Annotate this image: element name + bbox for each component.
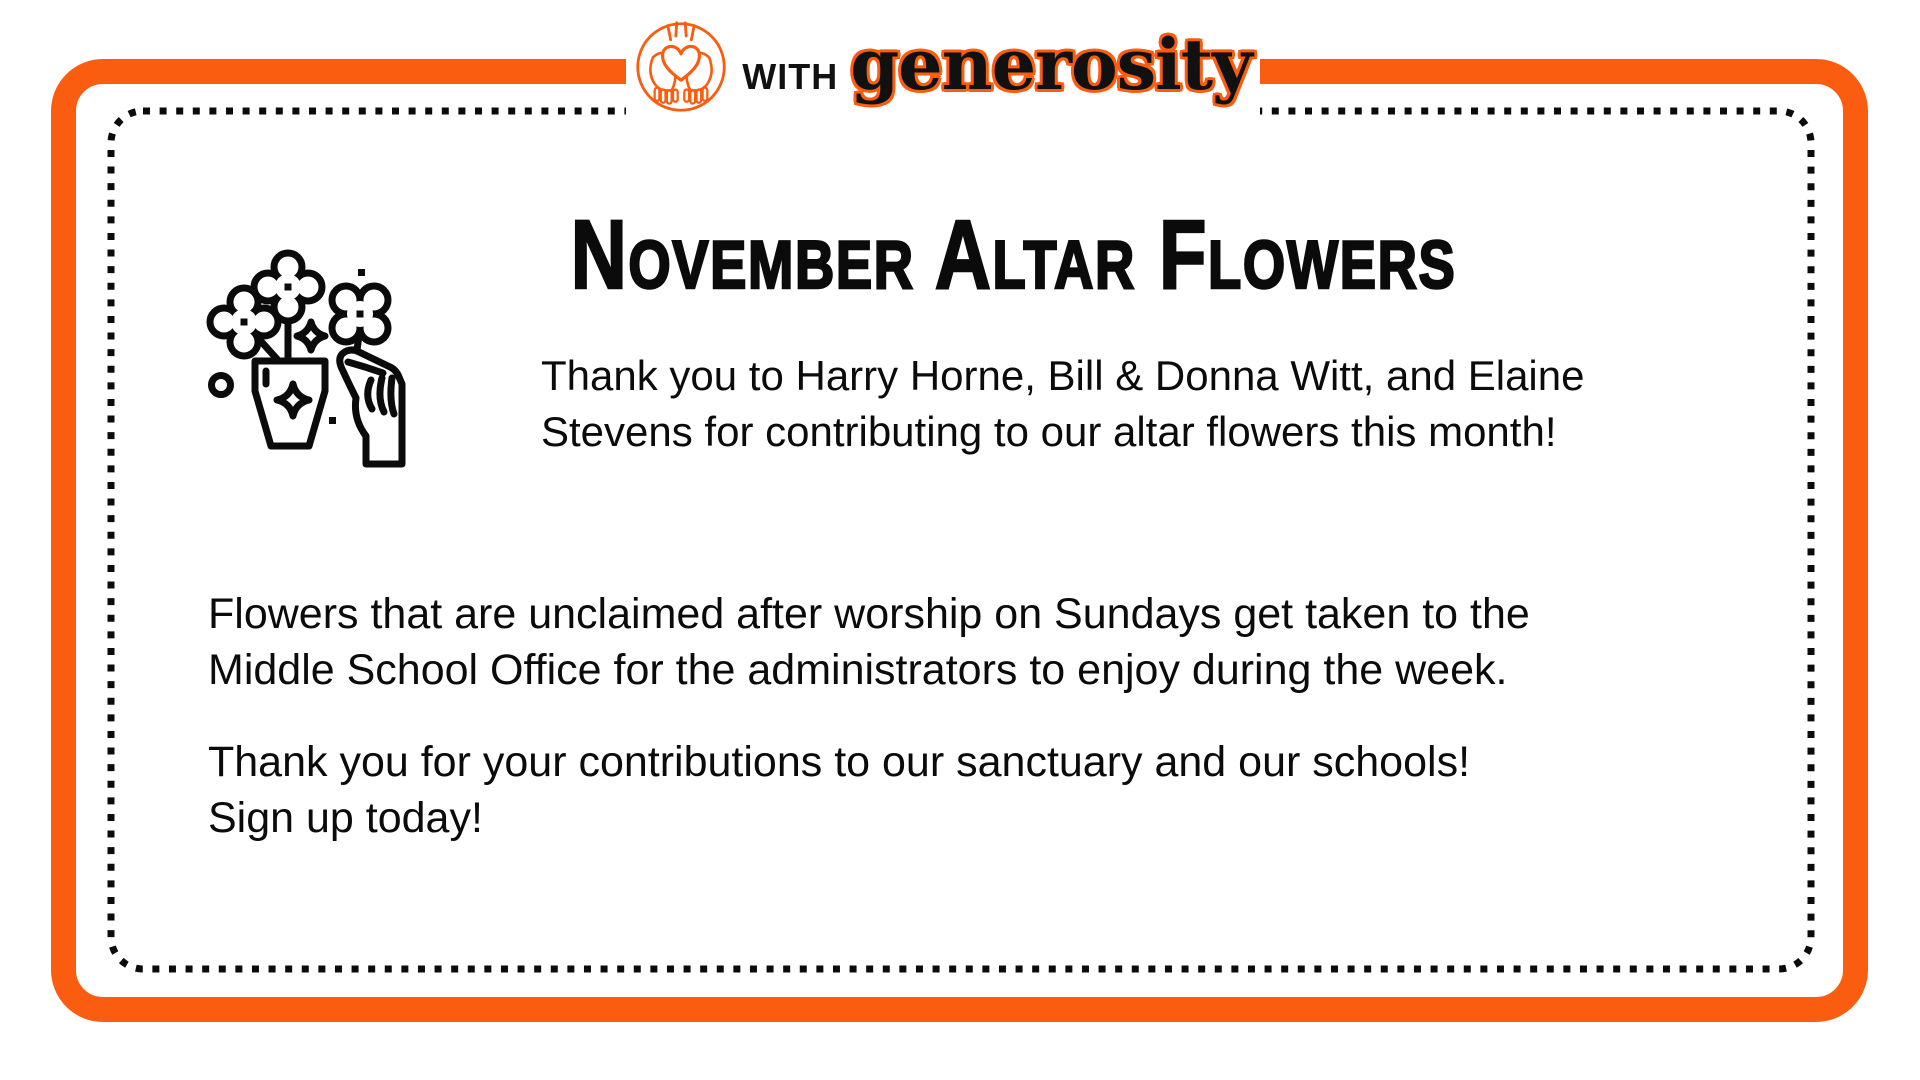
intro-line-2: Stevens for contributing to our altar flowers this month! [541,408,1557,455]
hands-holding-heart-icon [634,20,728,114]
brand-word-generosity: generosity [850,22,1252,106]
intro-paragraph [541,348,1584,460]
page-title-text: November Altar Flowers [570,200,1457,309]
brand-wordmark [742,23,1251,106]
closing-line-2: Sign up today! [208,794,483,842]
brand-word-with: with [742,42,839,101]
unclaimed-flowers-paragraph [208,586,1530,698]
body-line-1: Flowers that are unclaimed after worship on Sundays get taken to the [208,590,1530,638]
brand-header [626,0,1260,128]
flowers-vase-hand-icon [180,228,460,492]
closing-paragraph [208,734,1470,846]
page-title [460,200,1460,309]
body-line-2: Middle School Office for the administrators to enjoy during the week. [208,646,1508,694]
intro-line-1: Thank you to Harry Horne, Bill & Donna Witt, and Elaine [541,352,1585,399]
closing-line-1: Thank you for your contributions to our sanctuary and our schools! [208,738,1471,786]
